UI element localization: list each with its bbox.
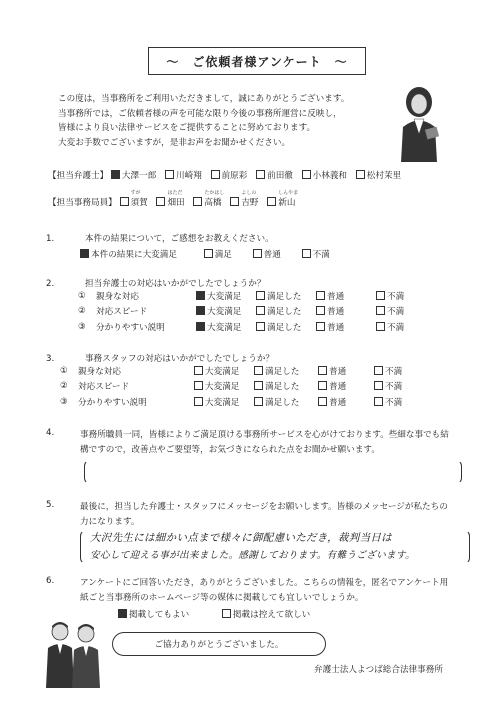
question-line: 紙ごと当事務所のホームページ等の媒体に掲載しても宜しいでしょうか。 — [80, 593, 364, 603]
row-mark: ③ — [78, 321, 86, 332]
column-label: 満足した — [265, 397, 300, 408]
column-label: 普通 — [327, 307, 345, 318]
checkbox[interactable] — [316, 291, 325, 300]
checkbox[interactable] — [376, 291, 385, 300]
checkbox[interactable] — [256, 291, 265, 300]
staff-option[interactable] — [230, 190, 259, 208]
rating-cell[interactable] — [196, 304, 256, 320]
column-label: 大変満足 — [205, 366, 240, 377]
question-1 — [46, 232, 274, 244]
lawyers-illustration — [44, 618, 104, 688]
checkbox[interactable] — [318, 381, 327, 390]
question-4 — [46, 428, 54, 438]
column-label: 大変満足 — [207, 307, 242, 318]
rating-cell[interactable] — [194, 394, 254, 410]
lawyer-option[interactable] — [211, 169, 248, 181]
intro-line: この度は，当事務所をご利用いただきまして，誠にありがとうございます。 — [58, 94, 350, 104]
ruby-text: はただ — [167, 190, 183, 196]
checkbox[interactable] — [165, 170, 174, 179]
question-number: 3. — [46, 354, 55, 364]
rating-cell[interactable] — [256, 288, 316, 304]
option-label: 松村茉里 — [366, 171, 402, 181]
option-label: 普通 — [263, 250, 281, 260]
checkbox-checked[interactable] — [111, 170, 120, 179]
rating-cell[interactable] — [318, 379, 374, 395]
table-row — [60, 379, 424, 395]
row-label: 親身な対応 — [96, 291, 139, 302]
checkbox[interactable] — [204, 249, 213, 258]
column-label: 満足した — [267, 322, 302, 333]
rating-cell[interactable] — [376, 304, 426, 320]
checkbox[interactable] — [156, 197, 165, 206]
staff-option[interactable] — [120, 190, 148, 208]
table-row — [60, 394, 424, 410]
lawyer-option[interactable] — [302, 169, 347, 181]
checkbox[interactable] — [120, 197, 129, 206]
column-label: 普通 — [329, 366, 347, 377]
row-mark: ③ — [60, 396, 68, 407]
lawyer-row — [48, 169, 407, 181]
column-label: 普通 — [329, 397, 347, 408]
question-6 — [46, 576, 54, 586]
column-label: 満足した — [265, 366, 300, 377]
checkbox[interactable] — [254, 366, 263, 375]
question-5 — [46, 500, 54, 510]
question-6-text — [80, 576, 448, 606]
row-mark: ① — [60, 365, 68, 376]
rating-cell[interactable] — [376, 288, 426, 304]
question-line: 最後に，担当した弁護士・スタッフにメッセージをお願いします。皆様のメッセージが私たちの — [80, 502, 448, 512]
question-number: 6. — [46, 576, 55, 586]
q1-option[interactable] — [302, 248, 330, 260]
checkbox-checked[interactable] — [80, 249, 89, 258]
table-row — [78, 304, 426, 320]
column-label: 普通 — [329, 382, 347, 393]
table-row — [60, 363, 424, 379]
staff-option[interactable] — [267, 190, 299, 208]
checkbox[interactable] — [302, 249, 311, 258]
rating-cell[interactable] — [196, 319, 256, 335]
option-label: 掲載は控えて欲しい — [232, 610, 311, 620]
column-label: 大変満足 — [207, 322, 242, 333]
column-label: 不満 — [385, 382, 403, 393]
staff-option[interactable] — [193, 190, 225, 208]
staff-illustration — [393, 82, 447, 162]
checkbox-checked[interactable] — [196, 291, 205, 300]
question-number: 2. — [46, 279, 55, 289]
column-label: 大変満足 — [205, 397, 240, 408]
ruby-text: しんやま — [278, 190, 299, 196]
checkbox[interactable] — [194, 381, 203, 390]
question-line: 構ですので，改善点やご要望等，お気づきになられた点をお聞かせ願います。 — [80, 445, 380, 455]
checkbox[interactable] — [376, 306, 385, 315]
staff-option[interactable] — [156, 190, 185, 208]
rating-cell[interactable] — [374, 363, 424, 379]
intro-line: 皆様により良い法律サービスをご提供することに努めております。 — [58, 123, 316, 133]
question-text: 本件の結果について，ご感想をお教えください。 — [84, 234, 274, 244]
handwritten-message-line: 大沢先生には細かい点まで様々に御配慮いただき，裁判当日は — [90, 532, 392, 544]
checkbox[interactable] — [318, 366, 327, 375]
thanks-bubble: ご協力ありがとうございました。 — [112, 632, 326, 656]
rating-cell[interactable] — [316, 288, 376, 304]
table-row — [78, 288, 426, 304]
handwritten-message-line: 安心して迎える事が出来ました。感謝しております。有難うございます。 — [90, 550, 415, 561]
checkbox[interactable] — [316, 322, 325, 331]
option-label: 大澤一郎 — [121, 171, 157, 181]
lawyer-label: 【担当弁護士】 — [48, 171, 109, 181]
rating-cell[interactable] — [318, 363, 374, 379]
column-label: 満足した — [267, 307, 302, 318]
option-label: 不満 — [312, 250, 330, 260]
checkbox[interactable] — [316, 306, 325, 315]
checkbox[interactable] — [194, 397, 203, 406]
ruby-text: よしの — [241, 190, 257, 196]
q2-rating-table — [78, 288, 426, 335]
checkbox[interactable] — [253, 249, 262, 258]
row-mark: ② — [60, 381, 68, 392]
q1-options — [80, 248, 336, 260]
column-label: 不満 — [387, 291, 405, 302]
row-label: 対応スピード — [96, 307, 148, 318]
rating-cell[interactable] — [316, 319, 376, 335]
survey-title: 〜 ご依頼者様アンケート 〜 — [148, 47, 366, 75]
option-label: 吉野 — [241, 198, 259, 208]
rating-cell[interactable] — [254, 379, 318, 395]
staff-label: 【担当事務局員】 — [48, 198, 117, 208]
checkbox[interactable] — [222, 609, 231, 618]
option-label: 川崎翔 — [176, 171, 202, 181]
checkbox-checked[interactable] — [196, 306, 205, 315]
intro-line: 当事務所では，ご依頼者様の声を可能な限り今後の事務所運営に反映し， — [58, 108, 342, 119]
column-label: 普通 — [327, 291, 345, 302]
checkbox[interactable] — [267, 197, 276, 206]
row-label: 親身な対応 — [78, 366, 121, 377]
option-label: 本件の結果に大変満足 — [91, 250, 177, 260]
checkbox[interactable] — [356, 170, 365, 179]
question-number: 4. — [46, 428, 55, 438]
rating-cell[interactable] — [254, 363, 318, 379]
firm-name: 弁護士法人よつば総合法律事務所 — [314, 665, 443, 675]
question-5-text — [80, 500, 448, 530]
column-label: 普通 — [327, 322, 345, 333]
q1-option[interactable] — [204, 248, 232, 260]
checkbox[interactable] — [374, 381, 383, 390]
option-label: 前原彩 — [221, 171, 248, 181]
checkbox[interactable] — [374, 366, 383, 375]
lawyer-option[interactable] — [165, 169, 202, 181]
checkbox[interactable] — [318, 397, 327, 406]
question-4-text — [80, 428, 449, 458]
ruby-text: たかはし — [204, 190, 225, 196]
column-label: 不満 — [385, 397, 403, 408]
row-mark: ① — [78, 290, 86, 301]
row-label: 分かりやすい説明 — [78, 397, 147, 408]
option-label: 須賀 — [130, 198, 148, 208]
checkbox-checked[interactable] — [196, 322, 205, 331]
question-line: 事務所職員一同，皆様によりご満足頂ける事務所サービスを心がけております。些細な事でも結 — [80, 430, 449, 440]
rating-cell[interactable] — [196, 288, 256, 304]
column-label: 大変満足 — [205, 382, 240, 393]
q6-option[interactable] — [118, 608, 189, 620]
checkbox[interactable] — [374, 397, 383, 406]
lawyer-option[interactable] — [256, 169, 293, 181]
q6-options — [118, 608, 316, 620]
column-label: 不満 — [385, 366, 403, 377]
q3-rating-table — [60, 363, 424, 410]
intro-line: 大変お手数でございますが，是非お声をお聞かせください。 — [58, 137, 291, 148]
rating-cell[interactable] — [374, 379, 424, 395]
rating-cell[interactable] — [318, 394, 374, 410]
lawyer-option[interactable] — [111, 169, 156, 181]
rating-cell[interactable] — [374, 394, 424, 410]
rating-cell[interactable] — [194, 363, 254, 379]
option-label: 新山 — [278, 198, 296, 208]
row-mark: ② — [78, 306, 86, 317]
option-label: 前田徹 — [267, 171, 293, 181]
question-line: アンケートにご回答いただき，ありがとうございました。こちらの情報を，匿名でアンケート用 — [80, 578, 449, 588]
rating-cell[interactable] — [316, 304, 376, 320]
question-text: 担当弁護士の対応はいかがでしたでしょうか？ — [84, 279, 266, 289]
checkbox[interactable] — [302, 170, 311, 179]
q6-option[interactable] — [222, 608, 310, 620]
column-label: 不満 — [387, 307, 405, 318]
checkbox[interactable] — [211, 170, 220, 179]
checkbox[interactable] — [194, 366, 203, 375]
rating-cell[interactable] — [194, 379, 254, 395]
intro-text — [58, 92, 388, 150]
question-text: 事務スタッフの対応はいかがでしたでしょうか？ — [84, 354, 275, 364]
ruby-text: すが — [130, 190, 141, 196]
checkbox[interactable] — [193, 197, 202, 206]
table-row — [78, 319, 426, 335]
column-label: 大変満足 — [207, 291, 242, 302]
column-label: 満足した — [267, 291, 302, 302]
rating-cell[interactable] — [376, 319, 426, 335]
q1-option[interactable] — [80, 248, 177, 260]
option-label: 畑田 — [167, 198, 185, 208]
checkbox[interactable] — [256, 322, 265, 331]
rating-cell[interactable] — [256, 304, 316, 320]
column-label: 不満 — [387, 322, 405, 333]
checkbox[interactable] — [256, 306, 265, 315]
staff-row — [48, 190, 301, 208]
option-label: 高橋 — [204, 198, 222, 208]
checkbox[interactable] — [256, 170, 265, 179]
column-label: 満足した — [265, 382, 300, 393]
checkbox[interactable] — [254, 397, 263, 406]
lawyer-option[interactable] — [356, 169, 401, 181]
question-number: 5. — [46, 500, 55, 510]
question-number: 1. — [46, 234, 55, 244]
option-label: 掲載してもよい — [129, 610, 190, 620]
q4-answer-field[interactable] — [84, 460, 462, 484]
checkbox[interactable] — [230, 197, 239, 206]
question-line: 力になります。 — [80, 517, 140, 527]
option-label: 満足 — [214, 250, 232, 260]
row-label: 対応スピード — [78, 382, 130, 393]
checkbox[interactable] — [376, 322, 385, 331]
q1-option[interactable] — [253, 248, 281, 260]
rating-cell[interactable] — [254, 394, 318, 410]
checkbox[interactable] — [254, 381, 263, 390]
rating-cell[interactable] — [256, 319, 316, 335]
row-label: 分かりやすい説明 — [96, 322, 165, 333]
checkbox-checked[interactable] — [118, 609, 127, 618]
option-label: 小林義和 — [312, 171, 348, 181]
